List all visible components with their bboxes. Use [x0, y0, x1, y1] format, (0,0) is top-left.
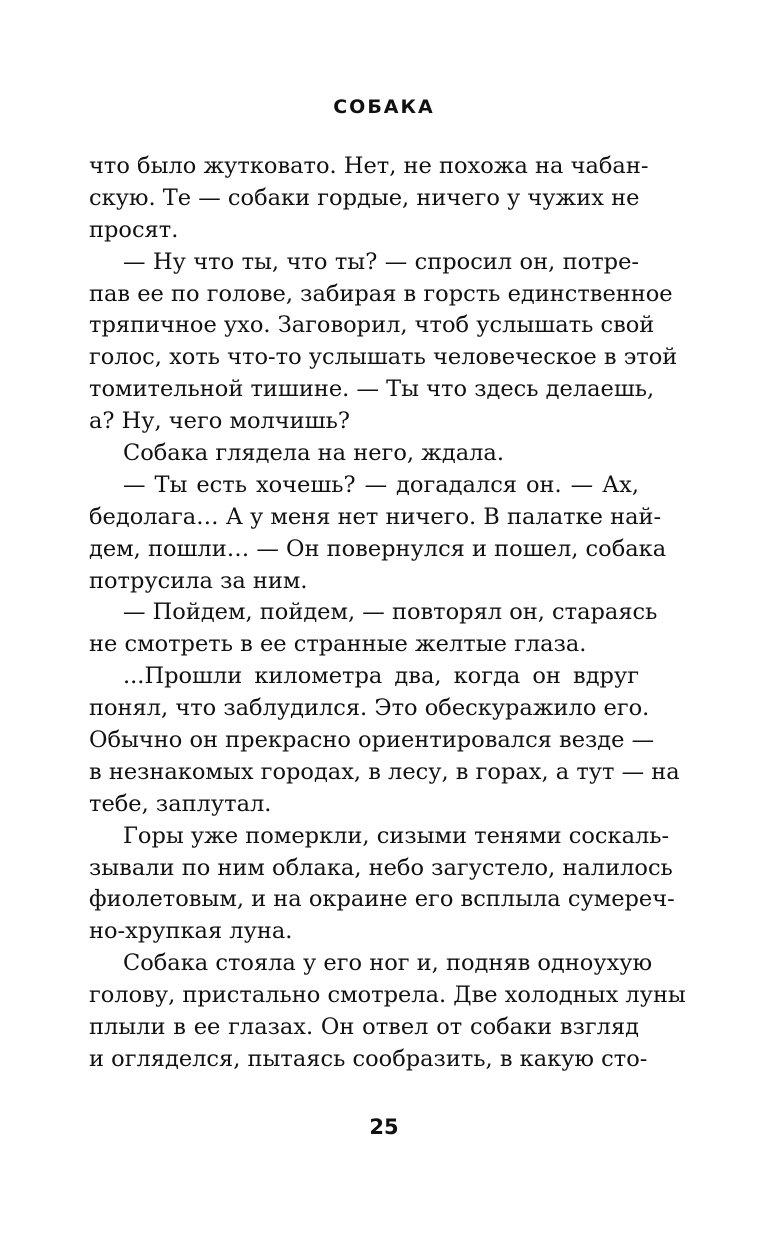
page-number: 25: [369, 1115, 399, 1139]
text-line: голову, пристально смотрела. Две холодных луны: [89, 982, 686, 1009]
text-line: ...Прошли километра два, когда он вдруг: [123, 663, 639, 690]
text-line: бедолага… А у меня нет ничего. В палатке най-: [89, 503, 662, 530]
text-line: зывали по ним облака, небо загустело, налилось: [89, 854, 673, 881]
text-line: понял, что заблудился. Это обескуражило его.: [89, 695, 650, 722]
text-line: но-хрупкая луна.: [89, 918, 293, 945]
text-line: — Ты есть хочешь? — догадался он. — Ах,: [123, 471, 639, 498]
text-line: — Пойдем, пойдем, — повторял он, стараясь: [123, 599, 658, 626]
text-line: не смотреть в ее странные желтые глаза.: [89, 631, 587, 658]
text-line: пав ее по голове, забирая в горсть единственное: [89, 280, 673, 307]
text-line: Горы уже померкли, сизыми тенями соскаль-: [123, 822, 670, 849]
text-line: томительной тишине. — Ты что здесь делаешь,: [89, 376, 655, 403]
text-line: скую. Те — собаки гордые, ничего у чужих не: [89, 184, 640, 211]
text-line: тряпичное ухо. Заговорил, чтоб услышать свой: [89, 312, 655, 339]
text-line: потрусила за ним.: [89, 567, 308, 594]
text-line: Собака глядела на него, ждала.: [123, 440, 504, 467]
text-line: Собака стояла у его ног и, подняв одноухую: [123, 950, 653, 977]
text-line: голос, хоть что-то услышать человеческое в этой: [89, 344, 678, 371]
text-line: плыли в ее глазах. Он отвел от собаки взгляд: [89, 1014, 639, 1041]
text-line: фиолетовым, и на окраине его всплыла сумереч-: [89, 886, 675, 913]
text-line: в незнакомых городах, в лесу, в горах, а тут — на: [89, 758, 680, 785]
body-text: [89, 151, 686, 1076]
text-line: дем, пошли… — Он повернулся и пошел, собака: [89, 535, 667, 562]
text-line: и огляделся, пытаясь сообразить, в какую сто-: [89, 1045, 648, 1072]
text-line: Обычно он прекрасно ориентировался везде —: [89, 727, 655, 754]
text-line: а? Ну, чего молчишь?: [89, 408, 350, 435]
text-line: что было жутковато. Нет, не похожа на чабан-: [89, 153, 649, 179]
text-line: тебе, заплутал.: [89, 790, 272, 817]
text-line: — Ну что ты, что ты? — спросил он, потре-: [123, 248, 639, 275]
running-head: СОБАКА: [333, 96, 435, 118]
text-line: просят.: [89, 216, 179, 243]
